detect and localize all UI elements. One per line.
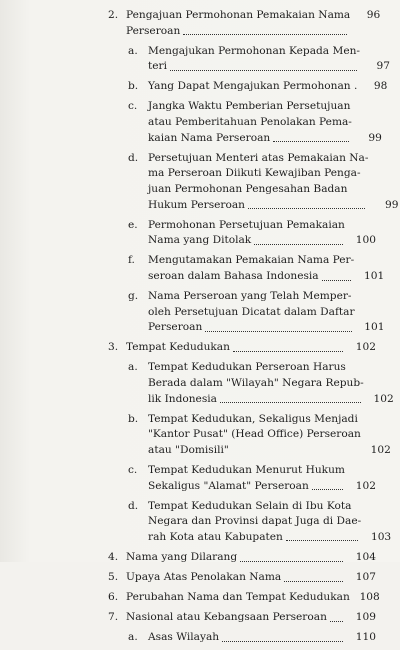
toc-entry-title: Nama yang Dilarang [126, 550, 238, 563]
toc-page-number: 98 [373, 80, 388, 93]
dot-leader [240, 560, 343, 562]
toc-line [148, 151, 398, 167]
dot-leader [183, 33, 347, 35]
toc-line [148, 182, 398, 198]
toc-entry-title: Jangka Waktu Pemberian Persetujuan [148, 100, 351, 113]
toc-page-number: 99 [368, 131, 382, 144]
toc-page-number: 107 [355, 571, 376, 583]
toc-entry-title: Sekaligus "Alamat" Perseroan [148, 479, 309, 492]
toc-entry[interactable] [108, 590, 380, 606]
toc-entry-body [148, 289, 385, 336]
toc-entry[interactable] [108, 340, 376, 356]
toc-entry-body [148, 360, 394, 407]
toc-entry-title: Nama Perseroan yang Telah Memper- [148, 290, 352, 302]
toc-line [148, 59, 390, 75]
toc-entry-number: 5. [108, 571, 119, 583]
toc-page-number: 104 [355, 550, 376, 563]
toc-entry-number: a. [128, 631, 138, 644]
toc-line [148, 392, 394, 408]
toc-entry-title: juan Permohonan Pengesahan Badan [148, 182, 348, 195]
toc-entry-title: Pengajuan Permohonan Pemakaian Nama [126, 9, 351, 21]
toc-entry-title: Mengajukan Permohonan Kepada Men- [148, 44, 360, 57]
toc-line [126, 590, 380, 606]
toc-entry[interactable] [108, 610, 376, 626]
toc-entry-body [126, 570, 376, 586]
toc-entry-number: a. [128, 44, 138, 57]
toc-line [148, 305, 385, 321]
toc-entry-title: Berada dalam "Wilayah" Negara Repub- [148, 376, 364, 389]
toc-entry-number: 7. [108, 611, 119, 624]
dot-leader [312, 488, 343, 490]
toc-entry[interactable] [128, 412, 391, 459]
toc-entry-number: 3. [108, 341, 119, 354]
toc-line [126, 24, 380, 40]
toc-entry-title: Permohonan Persetujuan Pemakaian [148, 218, 345, 231]
toc-entry-title: Nama yang Ditolak [148, 234, 252, 247]
toc-line [148, 218, 376, 234]
toc-page-number: 101 [364, 321, 385, 334]
toc-entry[interactable] [128, 79, 388, 95]
dot-leader [286, 539, 358, 541]
dot-leader [220, 401, 361, 403]
toc-page-number: 100 [355, 234, 376, 247]
toc-line [148, 463, 376, 479]
toc-page-number: 101 [363, 269, 385, 282]
toc-entry-title: Upaya Atas Penolakan Nama [126, 571, 282, 583]
toc-entry-title: Perseroan [148, 321, 203, 334]
toc-entry-title: seroan dalam Bahasa Indonesia [148, 269, 319, 282]
toc-entry-body [126, 8, 380, 39]
toc-page-number: 110 [355, 631, 376, 644]
toc-line [126, 550, 376, 566]
toc-entry-body [126, 340, 376, 356]
toc-entry-body [148, 79, 387, 95]
toc-page-number: 102 [355, 479, 376, 492]
toc-line [148, 443, 391, 459]
toc-line [148, 376, 394, 392]
toc-line [148, 253, 384, 269]
toc-entry-title: Hukum Perseroan [148, 198, 245, 211]
toc-line [148, 630, 376, 646]
toc-entry-body [148, 499, 391, 546]
toc-entry-title: ma Perseroan Diikuti Kewajiban Penga- [148, 167, 361, 180]
toc-entry-title: rah Kota atau Kabupaten [148, 530, 283, 543]
toc-page-number: 108 [359, 591, 380, 604]
toc-entry-title: atau "Domisili" [148, 443, 229, 456]
toc-entry-title: Tempat Kedudukan Menurut Hukum [148, 463, 345, 476]
toc-entry[interactable] [128, 151, 399, 213]
toc-page-number: 102 [355, 341, 376, 354]
toc-entry-title: atau Pemberitahuan Penolakan Pema- [148, 116, 352, 129]
toc-line [148, 269, 384, 285]
toc-entry-body [126, 550, 376, 566]
toc-entry-title: Mengutamakan Pemakaian Nama Per- [148, 254, 355, 267]
dot-leader [322, 279, 352, 281]
toc-line [148, 320, 385, 336]
toc-entry-number: e. [128, 218, 138, 231]
toc-entry[interactable] [108, 550, 376, 566]
toc-entry-body [148, 151, 398, 213]
toc-line [148, 412, 391, 428]
toc-entry-number: c. [128, 100, 138, 113]
toc-page-number: 102 [373, 392, 394, 405]
toc-line [148, 99, 382, 115]
toc-line [148, 198, 398, 214]
dot-leader [273, 140, 349, 142]
toc-line [148, 360, 394, 376]
toc-entry[interactable] [128, 463, 376, 494]
toc-entry-title: Tempat Kedudukan, Sekaligus Menjadi [148, 412, 358, 425]
toc-entry-title: Tempat Kedudukan [126, 341, 230, 354]
toc-line [148, 514, 391, 530]
toc-line [148, 289, 385, 305]
toc-line [148, 427, 391, 443]
toc-entry-title: Persetujuan Menteri atas Pemakaian Na- [148, 151, 369, 164]
toc-entry-body [148, 630, 376, 646]
dot-leader [254, 243, 343, 245]
toc-entry-title: Tempat Kedudukan Perseroan Harus [148, 361, 346, 374]
toc-entry-number: 2. [108, 9, 119, 21]
toc-line [148, 131, 382, 147]
toc-entry[interactable] [128, 630, 376, 646]
toc-line [148, 499, 391, 515]
toc-entry-body [148, 463, 376, 494]
toc-entry-title: Tempat Kedudukan Selain di Ibu Kota [148, 499, 352, 512]
toc-entry-number: 6. [108, 591, 119, 604]
toc-entry[interactable] [108, 8, 381, 39]
toc-line [148, 44, 390, 60]
dot-leader [222, 640, 343, 642]
toc-entry-title: "Kantor Pusat" (Head Office) Perseroan [148, 428, 361, 441]
toc-entry-number: b. [128, 412, 139, 425]
toc-page-number: 96 [366, 9, 381, 21]
toc-entry-number: f. [128, 254, 135, 267]
toc-entry[interactable] [128, 499, 392, 546]
toc-line [126, 570, 376, 586]
toc-entry-title: kaian Nama Perseroan [148, 131, 271, 144]
toc-entry-number: d. [128, 151, 139, 164]
dot-leader [284, 580, 343, 582]
toc-page-number: 99 [384, 198, 399, 211]
toc-entry-number: 4. [108, 550, 119, 563]
toc-entry-number: d. [128, 499, 139, 512]
toc-entry-body [148, 412, 391, 459]
toc-entry[interactable] [108, 570, 376, 586]
toc-page-number: 103 [370, 530, 392, 543]
toc-line [148, 530, 391, 546]
toc-entry-title: Perubahan Nama dan Tempat Kedudukan [126, 591, 350, 604]
toc-entry[interactable] [128, 360, 394, 407]
toc-line [148, 115, 382, 131]
table-of-contents [108, 8, 399, 650]
toc-line [148, 233, 376, 249]
toc-entry-title: teri [148, 60, 167, 73]
toc-line [148, 479, 376, 495]
dot-leader [233, 350, 343, 352]
toc-page-number: 109 [355, 611, 376, 624]
toc-entry-number: b. [128, 80, 139, 93]
toc-entry-number: g. [128, 290, 139, 302]
toc-entry-number: a. [128, 361, 138, 374]
toc-entry-title: Perseroan [126, 24, 181, 37]
toc-entry[interactable] [128, 253, 385, 284]
toc-entry-body [126, 590, 380, 606]
dot-leader [248, 207, 365, 209]
toc-entry-title: lik Indonesia [148, 392, 217, 405]
dot-leader [205, 330, 351, 332]
toc-entry-body [148, 99, 382, 146]
toc-entry-title: Negara dan Provinsi dapat Juga di Dae- [148, 515, 362, 528]
toc-entry-body [148, 253, 384, 284]
toc-entry-body [148, 218, 376, 249]
toc-entry[interactable] [128, 99, 382, 146]
toc-entry-title: Asas Wilayah [148, 631, 220, 644]
toc-page-number: 102 [370, 443, 391, 456]
toc-line [126, 610, 376, 626]
toc-entry-title: Yang Dapat Mengajukan Permohonan . [148, 80, 358, 93]
toc-entry[interactable] [128, 44, 390, 75]
toc-entry-body [126, 610, 376, 626]
toc-entry[interactable] [128, 289, 385, 336]
toc-line [126, 8, 380, 24]
toc-line [148, 79, 387, 95]
toc-entry-title: oleh Persetujuan Dicatat dalam Daftar [148, 305, 355, 318]
toc-entry[interactable] [128, 218, 376, 249]
toc-entry-number: c. [128, 463, 138, 476]
dot-leader [170, 69, 357, 71]
toc-page-number: 97 [376, 60, 390, 73]
toc-line [126, 340, 376, 356]
toc-entry-body [148, 44, 390, 75]
toc-entry-title: Nasional atau Kebangsaan Perseroan [126, 611, 327, 624]
dot-leader [330, 620, 343, 622]
toc-line [148, 166, 398, 182]
